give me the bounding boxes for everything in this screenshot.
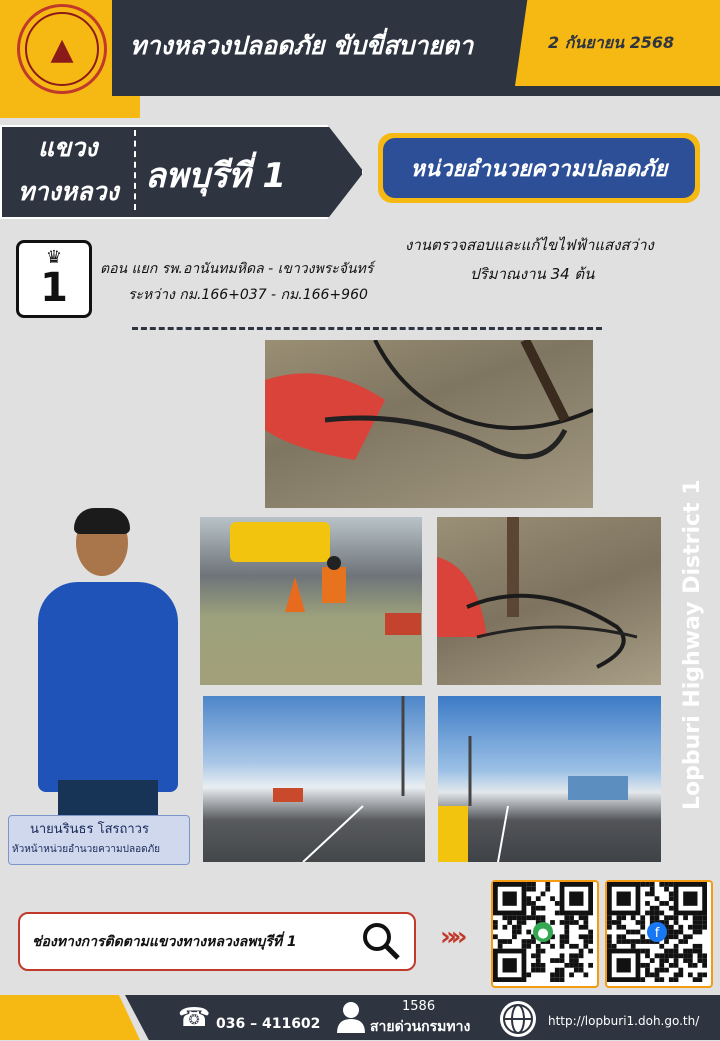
photo-highway-right-art <box>438 696 661 862</box>
district-label-line1: แขวง <box>38 133 98 162</box>
photo-wiring-closeup-art <box>265 340 593 508</box>
garuda-emblem-icon: ♛ <box>45 247 63 268</box>
photo-highway-left <box>203 696 425 862</box>
footer-phone[interactable]: 036 – 411602 <box>216 1016 321 1032</box>
district-label-line2: ทางหลวง <box>18 177 119 206</box>
footer-url-link[interactable]: http://lopburi1.doh.go.th/ <box>548 1014 700 1028</box>
person-hair <box>74 508 130 534</box>
search-icon-svg <box>360 920 402 962</box>
search-icon[interactable] <box>360 920 402 966</box>
person-pants <box>58 780 158 816</box>
route-km-range: ระหว่าง กม.166+037 - กม.166+960 <box>128 287 368 303</box>
task-quantity: ปริมาณงาน 34 ต้น <box>470 265 595 283</box>
footer-yellow-band <box>0 995 140 1040</box>
svg-text:●: ● <box>537 926 549 941</box>
svg-text:f: f <box>654 926 660 941</box>
person-shirt <box>38 582 178 792</box>
route-section: ตอน แยก รพ.อานันทมหิดล - เขาวงพระจันทร์ <box>100 261 374 277</box>
photo-highway-left-art <box>203 696 425 862</box>
footer-hotline-number[interactable]: 1586 <box>402 999 436 1014</box>
district-divider <box>134 130 136 210</box>
follow-text: ช่องทางการติดตามแขวงทางหลวงลพบุรีที่ 1 <box>32 934 297 950</box>
photo-highway-right <box>438 696 661 862</box>
photo-wiring-closeup <box>265 340 593 508</box>
photo-wiring-pole <box>437 517 661 685</box>
chevron-right-icon: »» <box>440 922 462 952</box>
photo-wiring-pole-art <box>437 517 661 685</box>
footer-hotline-label: สายด่วนกรมทาง <box>370 1019 471 1035</box>
person-position: หัวหน้าหน่วยอำนวยความปลอดภัย <box>12 844 161 855</box>
google-maps-qr-icon[interactable] <box>491 880 599 988</box>
header-date: 2 กันยายน 2568 <box>548 33 675 52</box>
vertical-district-label: Lopburi Highway District 1 <box>680 479 705 810</box>
section-dashed-divider <box>132 327 602 330</box>
person-photo <box>38 510 188 815</box>
doh-seal-icon <box>17 4 107 94</box>
call-center-icon-svg <box>334 999 368 1033</box>
globe-icon <box>500 1001 536 1037</box>
globe-icon-svg <box>500 1001 536 1037</box>
facebook-qr-pattern <box>607 882 707 982</box>
seal-emblem-icon: ▲ <box>25 12 99 86</box>
person-name: นายนรินธร โสรถาวร <box>30 822 149 837</box>
district-name: ลพบุรีที่ 1 <box>145 156 286 196</box>
photo-worker-roadside <box>200 517 422 685</box>
task-title: งานตรวจสอบและแก้ไขไฟฟ้าแสงสว่าง <box>405 236 654 254</box>
unit-badge: หน่วยอำนวยความปลอดภัย <box>383 138 695 198</box>
header-dashed-line <box>535 92 715 95</box>
photo-worker-roadside-art <box>200 517 422 685</box>
route-shield <box>16 240 92 318</box>
google-maps-qr-pattern <box>493 882 593 982</box>
facebook-qr-icon[interactable] <box>605 880 713 988</box>
phone-icon: ☎ <box>178 1003 211 1033</box>
page-title: ทางหลวงปลอดภัย ขับขี่สบายตา <box>130 31 474 60</box>
route-number: 1 <box>40 265 68 311</box>
call-center-icon <box>334 999 368 1033</box>
